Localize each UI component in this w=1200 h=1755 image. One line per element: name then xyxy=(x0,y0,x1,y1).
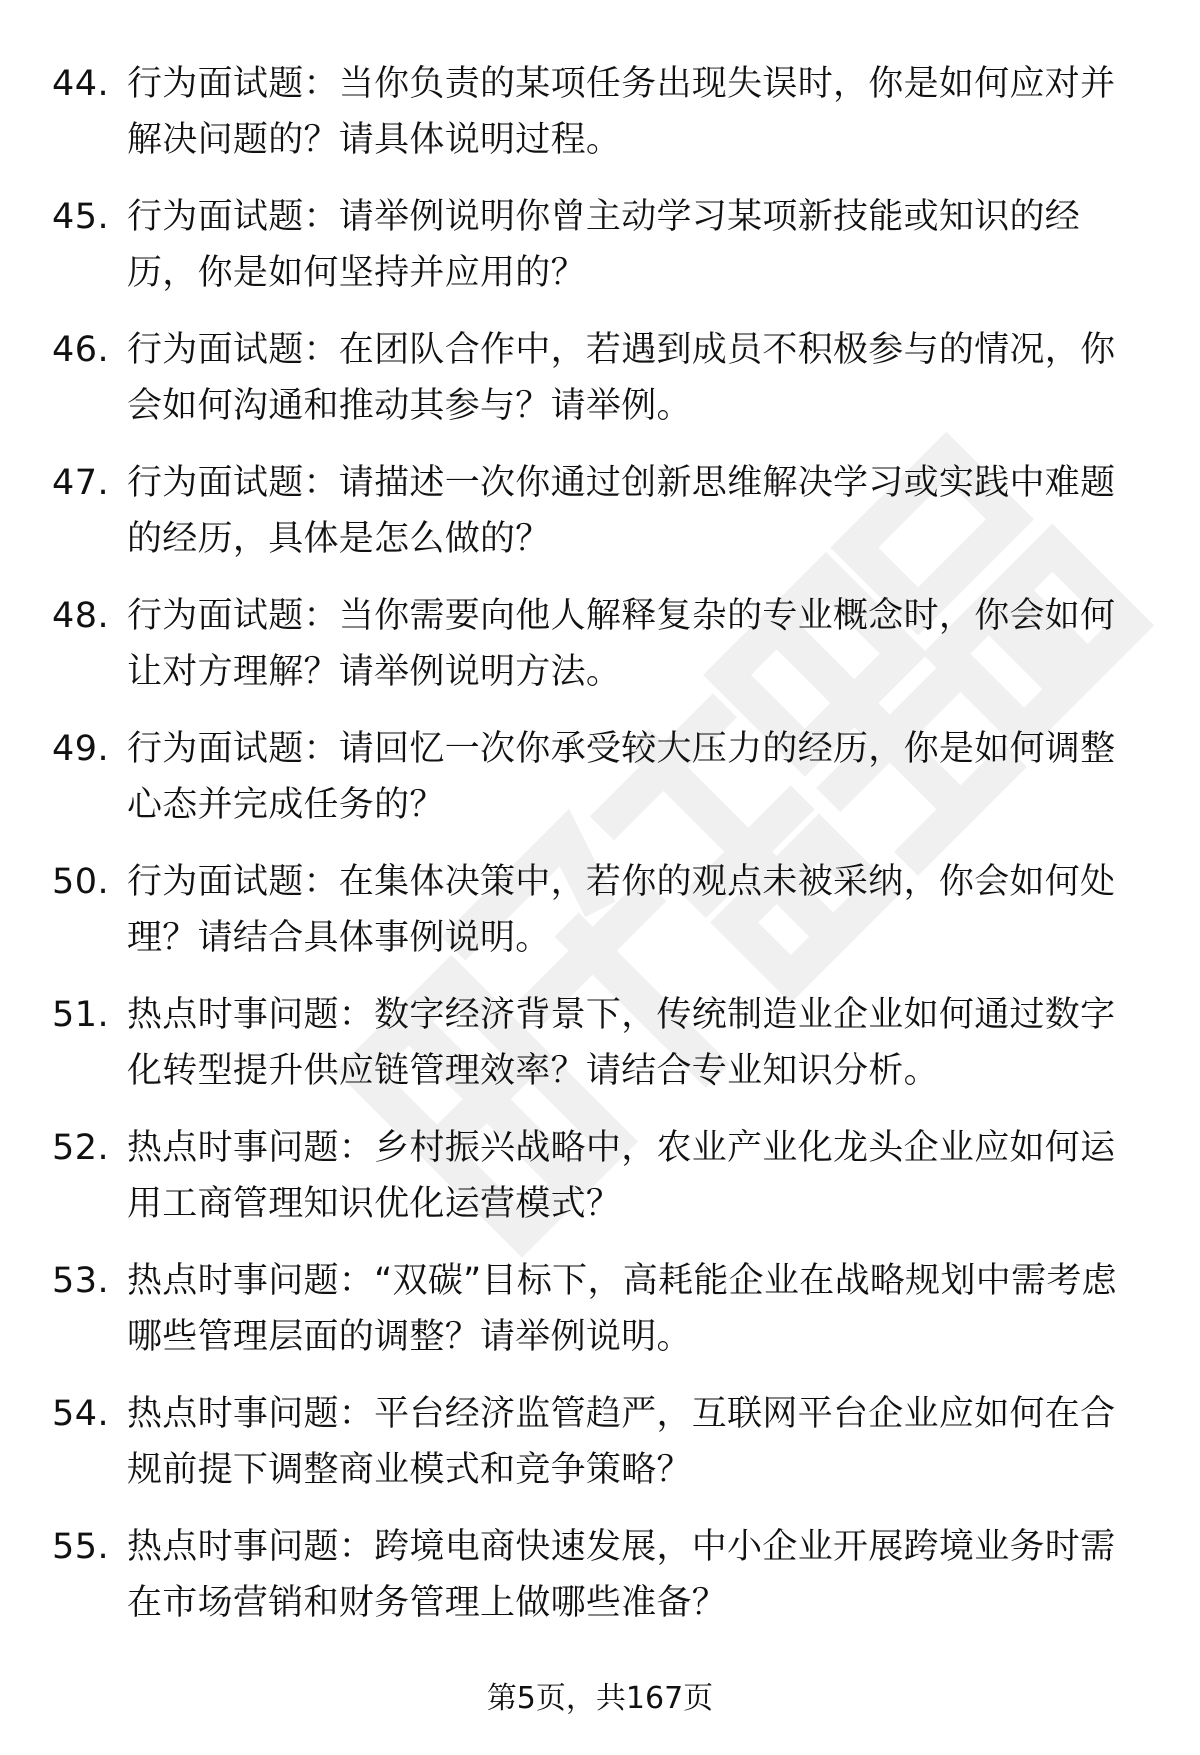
question-number: 53. xyxy=(52,1261,110,1301)
question-number: 52. xyxy=(52,1128,110,1168)
question-text: 行为面试题：在集体决策中，若你的观点未被采纳，你会如何处理？请结合具体事例说明。 xyxy=(127,862,1116,958)
question-text: 行为面试题：当你负责的某项任务出现失误时，你是如何应对并解决问题的？请具体说明过程。 xyxy=(127,64,1116,160)
question-number: 45. xyxy=(52,197,110,237)
question-text: 行为面试题：在团队合作中，若遇到成员不积极参与的情况，你会如何沟通和推动其参与？请举例。 xyxy=(127,330,1116,426)
question-number: 55. xyxy=(52,1527,110,1567)
question-item xyxy=(0,189,1200,322)
question-text: 热点时事问题：“双碳”目标下，高耗能企业在战略规划中需考虑哪些管理层面的调整？请举例说明。 xyxy=(127,1261,1117,1357)
question-item xyxy=(0,56,1200,189)
question-item xyxy=(0,588,1200,721)
question-number: 44. xyxy=(52,64,110,104)
question-item xyxy=(0,1519,1200,1652)
question-number: 50. xyxy=(52,862,110,902)
question-text: 热点时事问题：乡村振兴战略中，农业产业化龙头企业应如何运用工商管理知识优化运营模式？ xyxy=(127,1128,1116,1224)
question-item xyxy=(0,854,1200,987)
question-text: 热点时事问题：数字经济背景下，传统制造业企业如何通过数字化转型提升供应链管理效率？请结合专业知识分析。 xyxy=(127,995,1116,1091)
question-item xyxy=(0,455,1200,588)
question-item xyxy=(0,721,1200,854)
question-text: 行为面试题：请描述一次你通过创新思维解决学习或实践中难题的经历，具体是怎么做的？ xyxy=(127,463,1116,559)
question-item xyxy=(0,1386,1200,1519)
question-number: 47. xyxy=(52,463,110,503)
question-number: 54. xyxy=(52,1394,110,1434)
question-item xyxy=(0,1120,1200,1253)
question-text: 热点时事问题：平台经济监管趋严，互联网平台企业应如何在合规前提下调整商业模式和竞争策略？ xyxy=(127,1394,1116,1490)
question-text: 行为面试题：请回忆一次你承受较大压力的经历，你是如何调整心态并完成任务的？ xyxy=(127,729,1116,825)
question-text: 热点时事问题：跨境电商快速发展，中小企业开展跨境业务时需在市场营销和财务管理上做哪些准备？ xyxy=(127,1527,1116,1623)
question-list xyxy=(0,56,1200,1652)
question-text: 行为面试题：当你需要向他人解释复杂的专业概念时，你会如何让对方理解？请举例说明方法。 xyxy=(127,596,1116,692)
question-item xyxy=(0,987,1200,1120)
question-number: 46. xyxy=(52,330,110,370)
question-number: 51. xyxy=(52,995,110,1035)
question-text: 行为面试题：请举例说明你曾主动学习某项新技能或知识的经历，你是如何坚持并应用的？ xyxy=(127,197,1081,293)
question-item xyxy=(0,322,1200,455)
question-item xyxy=(0,1253,1200,1386)
question-number: 49. xyxy=(52,729,110,769)
question-number: 48. xyxy=(52,596,110,636)
page-number-footer: 第5页，共167页 xyxy=(486,1681,714,1716)
